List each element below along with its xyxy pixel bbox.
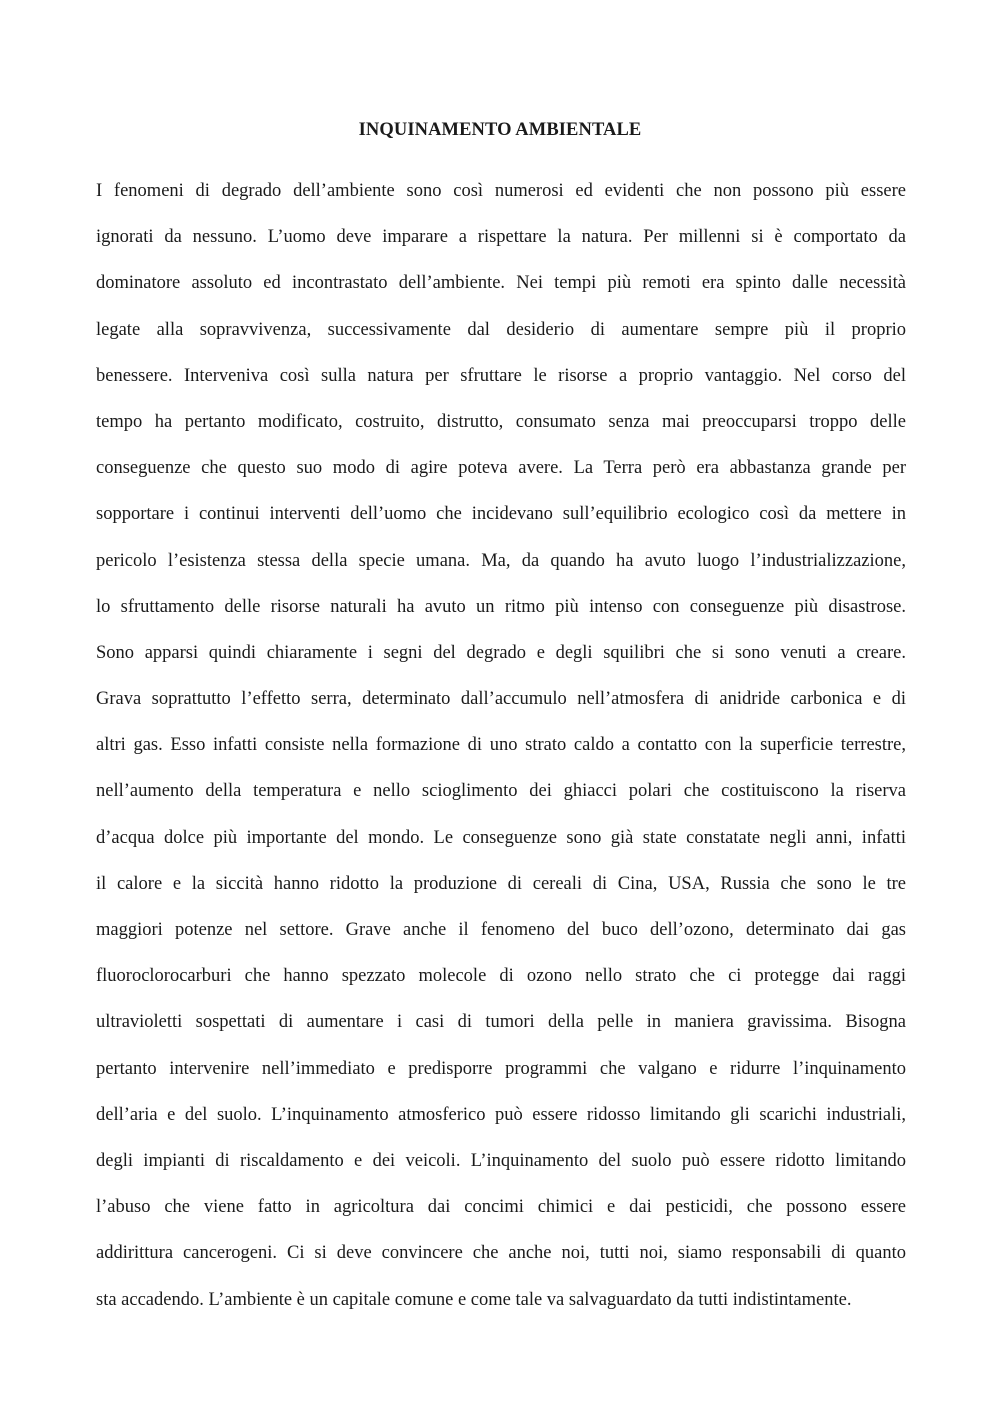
body-line: ignorati da nessuno. L’uomo deve imparare a rispettare la natura. Per millenni si è comportato da (96, 227, 906, 248)
body-line: conseguenze che questo suo modo di agire poteva avere. La Terra però era abbastanza grande per (96, 458, 906, 479)
body-line: dell’aria e del suolo. L’inquinamento atmosferico può essere ridosso limitando gli scarichi industriali, (96, 1104, 906, 1125)
body-line: dominatore assoluto ed incontrastato dell’ambiente. Nei tempi più remoti era spinto dalle necessità (96, 273, 906, 294)
body-line: maggiori potenze nel settore. Grave anche il fenomeno del buco dell’ozono, determinato dai gas (96, 920, 906, 940)
body-line: tempo ha pertanto modificato, costruito, distrutto, consumato senza mai preoccuparsi troppo delle (96, 411, 906, 432)
body-line: pertanto intervenire nell’immediato e predisporre programmi che valgano e ridurre l’inquinamento (96, 1058, 906, 1079)
body-line: l’abuso che viene fatto in agricoltura dai concimi chimici e dai pesticidi, che possono essere (96, 1197, 906, 1218)
body-line: lo sfruttamento delle risorse naturali ha avuto un ritmo più intenso con conseguenze più disastrose. (96, 596, 906, 617)
body-line: addirittura cancerogeni. Ci si deve convincere che anche noi, tutti noi, siamo responsabili di quanto (96, 1243, 906, 1264)
body-line: fluoroclorocarburi che hanno spezzato molecole di ozono nello strato che ci protegge dai raggi (96, 966, 906, 987)
body-line: I fenomeni di degrado dell’ambiente sono così numerosi ed evidenti che non possono più essere (96, 181, 906, 201)
body-line: il calore e la siccità hanno ridotto la produzione di cereali di Cina, USA, Russia che sono le tre (96, 873, 906, 894)
body-line: legate alla sopravvivenza, successivamente dal desiderio di aumentare sempre più il proprio (96, 319, 906, 340)
document-title: INQUINAMENTO AMBIENTALE (358, 120, 642, 140)
body-line: d’acqua dolce più importante del mondo. Le conseguenze sono già state constatate negli anni, infatti (96, 827, 906, 848)
body-line: Grava soprattutto l’effetto serra, determinato dall’accumulo nell’atmosfera di anidride carbonica e di (96, 689, 906, 710)
document-body (96, 176, 906, 1331)
body-line: degli impianti di riscaldamento e dei veicoli. L’inquinamento del suolo può essere ridotto limitando (96, 1150, 906, 1171)
body-line: ultravioletti sospettati di aumentare i casi di tumori della pelle in maniera gravissima. Bisogna (96, 1012, 906, 1033)
body-line: Sono apparsi quindi chiaramente i segni del degrado e degli squilibri che si sono venuti a creare. (96, 642, 906, 663)
body-line: nell’aumento della temperatura e nello scioglimento dei ghiacci polari che costituiscono la riserva (96, 781, 906, 802)
body-line: altri gas. Esso infatti consiste nella formazione di uno strato caldo a contatto con la superficie terrestre, (96, 735, 906, 756)
body-line: pericolo l’esistenza stessa della specie umana. Ma, da quando ha avuto luogo l’industrializzazione, (96, 550, 906, 571)
body-line: sta accadendo. L’ambiente è un capitale comune e come tale va salvaguardato da tutti indistintamente. (96, 1289, 852, 1310)
body-line: sopportare i continui interventi dell’uomo che incidevano sull’equilibrio ecologico così da mettere in (96, 504, 906, 525)
body-line: benessere. Interveniva così sulla natura per sfruttare le risorse a proprio vantaggio. Nel corso del (96, 365, 906, 386)
